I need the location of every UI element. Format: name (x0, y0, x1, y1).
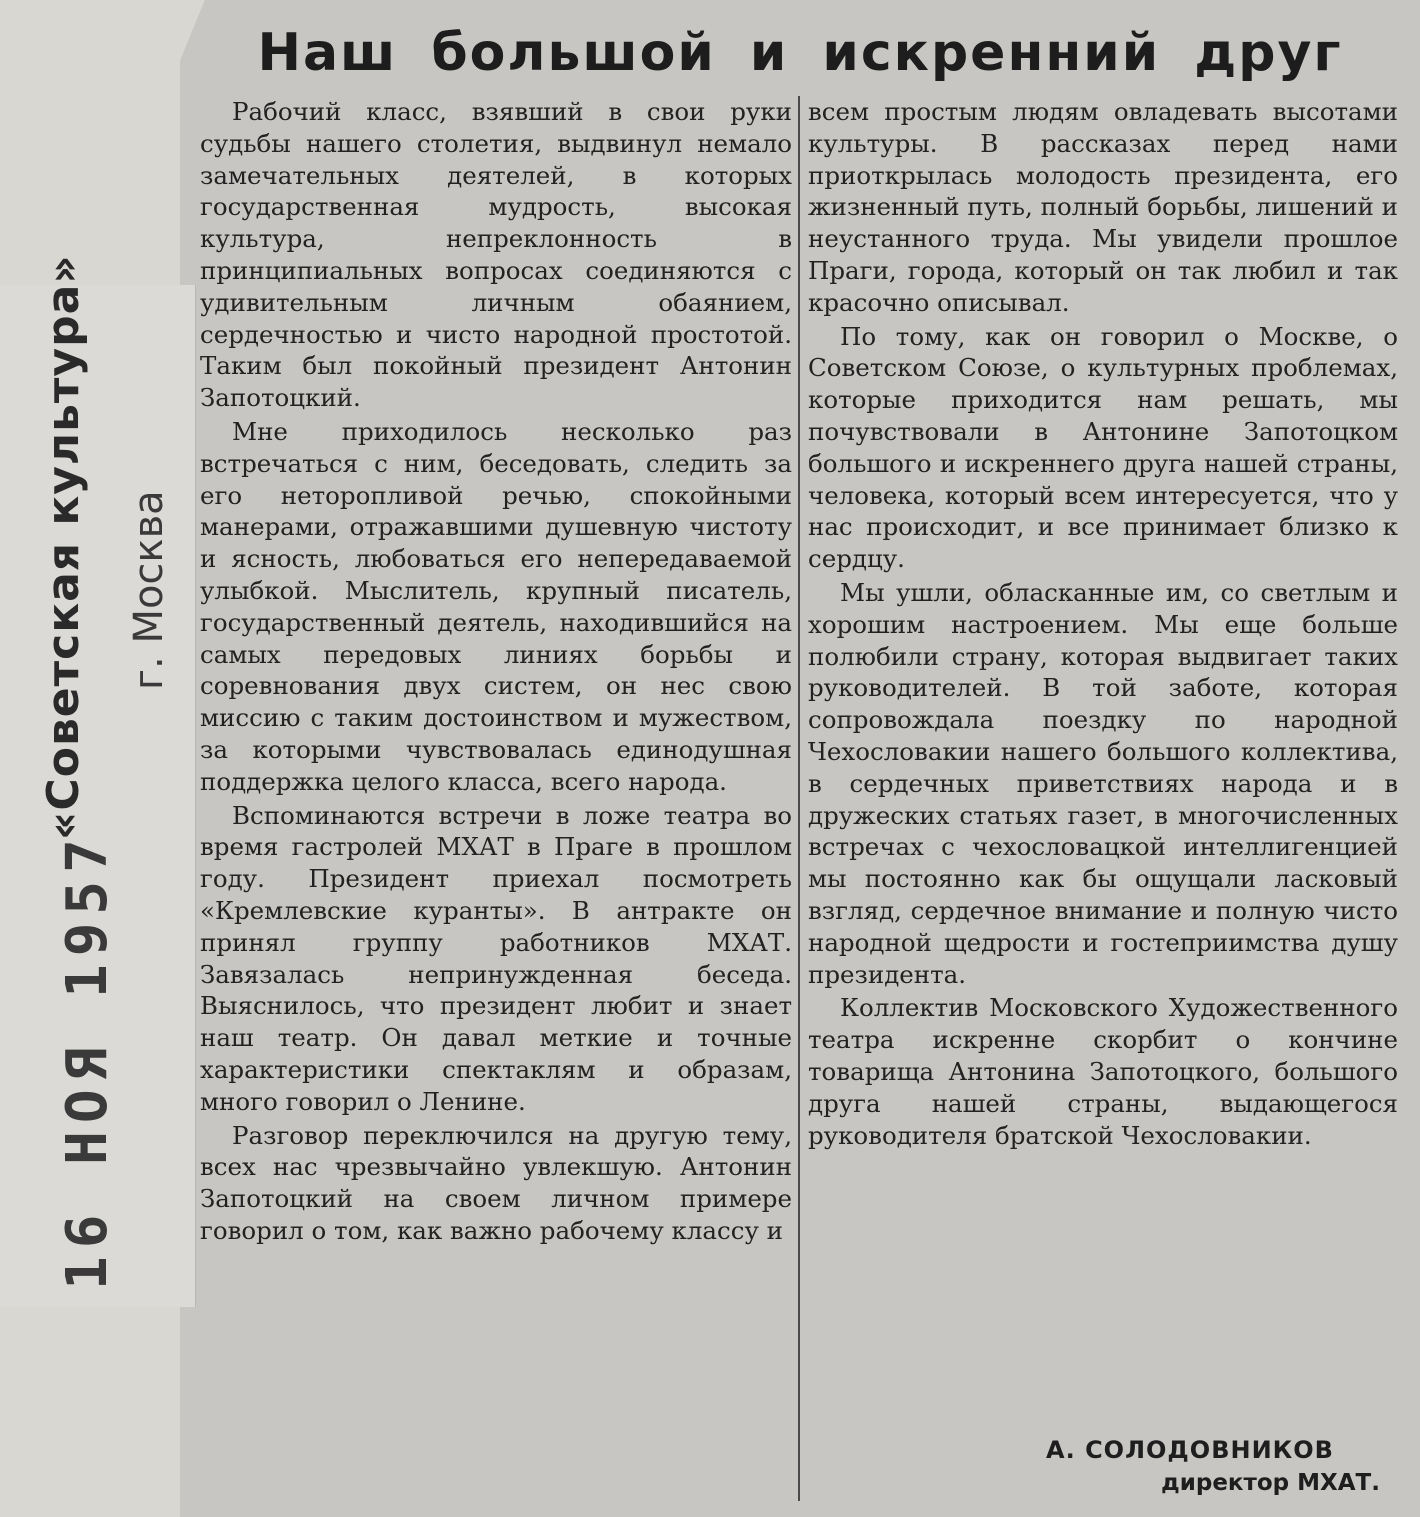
paragraph: По тому, как он говорил о Москве, о Советском Союзе, о культурных проблемах, которые приходится нам решать, мы почувствовали в Антонине Запотоцком большого и искреннего друга нашей страны, человека, который всем интересуется, что у нас происходит, и все принимает близко к сердцу. (808, 321, 1398, 574)
paragraph: Мы ушли, обласканные им, со светлым и хорошим настроением. Мы еще больше полюбили страну, которая выдвигает таких руководителей. В той заботе, которая сопровождала поездку по народной Чехословакии нашего большого коллектива, в сердечных приветствиях народа и в дружеских статьях газет, в многочисленных встречах с чехословацкой интеллигенцией мы постоянно как бы ощущали ласковый взгляд, сердечное внимание и полную чисто народной щедрости и гостеприимства душу президента. (808, 577, 1398, 989)
paragraph-continuation: всем простым людям овладевать высотами культуры. В рассказах перед нами приоткрылась молодость президента, его жизненный путь, полный борьбы, лишений и неустанного труда. Мы увидели прошлое Праги, города, который он так любил и так красочно описывал. (808, 97, 1398, 317)
author-role: директор МХАТ. (1161, 1470, 1380, 1496)
paragraph: Коллектив Московского Художественного театра искренне скорбит о кончине товарища Антонина Запотоцкого, большого друга нашей страны, выдающегося руководителя братской Чехословакии. (808, 993, 1398, 1150)
paragraph: Рабочий класс, взявший в свои руки судьбы нашего столетия, выдвинул немало замечательных деятелей, в которых государственная мудрость, высокая культура, непреклонность в принципиальных вопросах соединяются с удивительным личным обаянием, сердечностью и чисто народной простотой. Таким был покойный президент Антонин Запотоцкий. (200, 97, 792, 413)
right-column (808, 96, 1398, 1506)
paragraph: Вспоминаются встречи в ложе театра во время гастролей МХАТ в Праге в прошлом году. Президент приехал посмотреть «Кремлевские куранты». В антракте он принял группу работников МХАТ. Завязалась непринужденная беседа. Выяснилось, что президент любит и знает наш театр. Он давал меткие и точные характеристики спектаклям и образам, много говорил о Ленине. (200, 800, 792, 1116)
left-column (200, 96, 792, 1506)
city-stamp: г. Москва (126, 490, 172, 690)
article-headline: Наш большой и искренний друг (257, 23, 1343, 83)
newspaper-name-stamp: «Советская культура» (38, 254, 89, 840)
paragraph: Мне приходилось несколько раз встречаться с ним, беседовать, следить за его неторопливой речью, спокойными манерами, отражавшими душевную чистоту и ясность, любоваться его непередаваемой улыбкой. Мыслитель, крупный писатель, государственный деятель, находившийся на самых передовых линиях борьбы и соревнования двух систем, он нес свою миссию с таким достоинством и мужеством, за которыми чувствовалась единодушная поддержка целого класса, всего народа. (200, 416, 792, 796)
author-signature: А. СОЛОДОВНИКОВ (1046, 1436, 1334, 1464)
column-divider (798, 96, 800, 1501)
date-stamp: 16 НОЯ 1957 (55, 831, 120, 1290)
paragraph: Разговор переключился на другую тему, всех нас чрезвычайно увлекшую. Антонин Запотоцкий на своем личном примере говорил о том, как важно рабочему классу и (200, 1120, 792, 1245)
